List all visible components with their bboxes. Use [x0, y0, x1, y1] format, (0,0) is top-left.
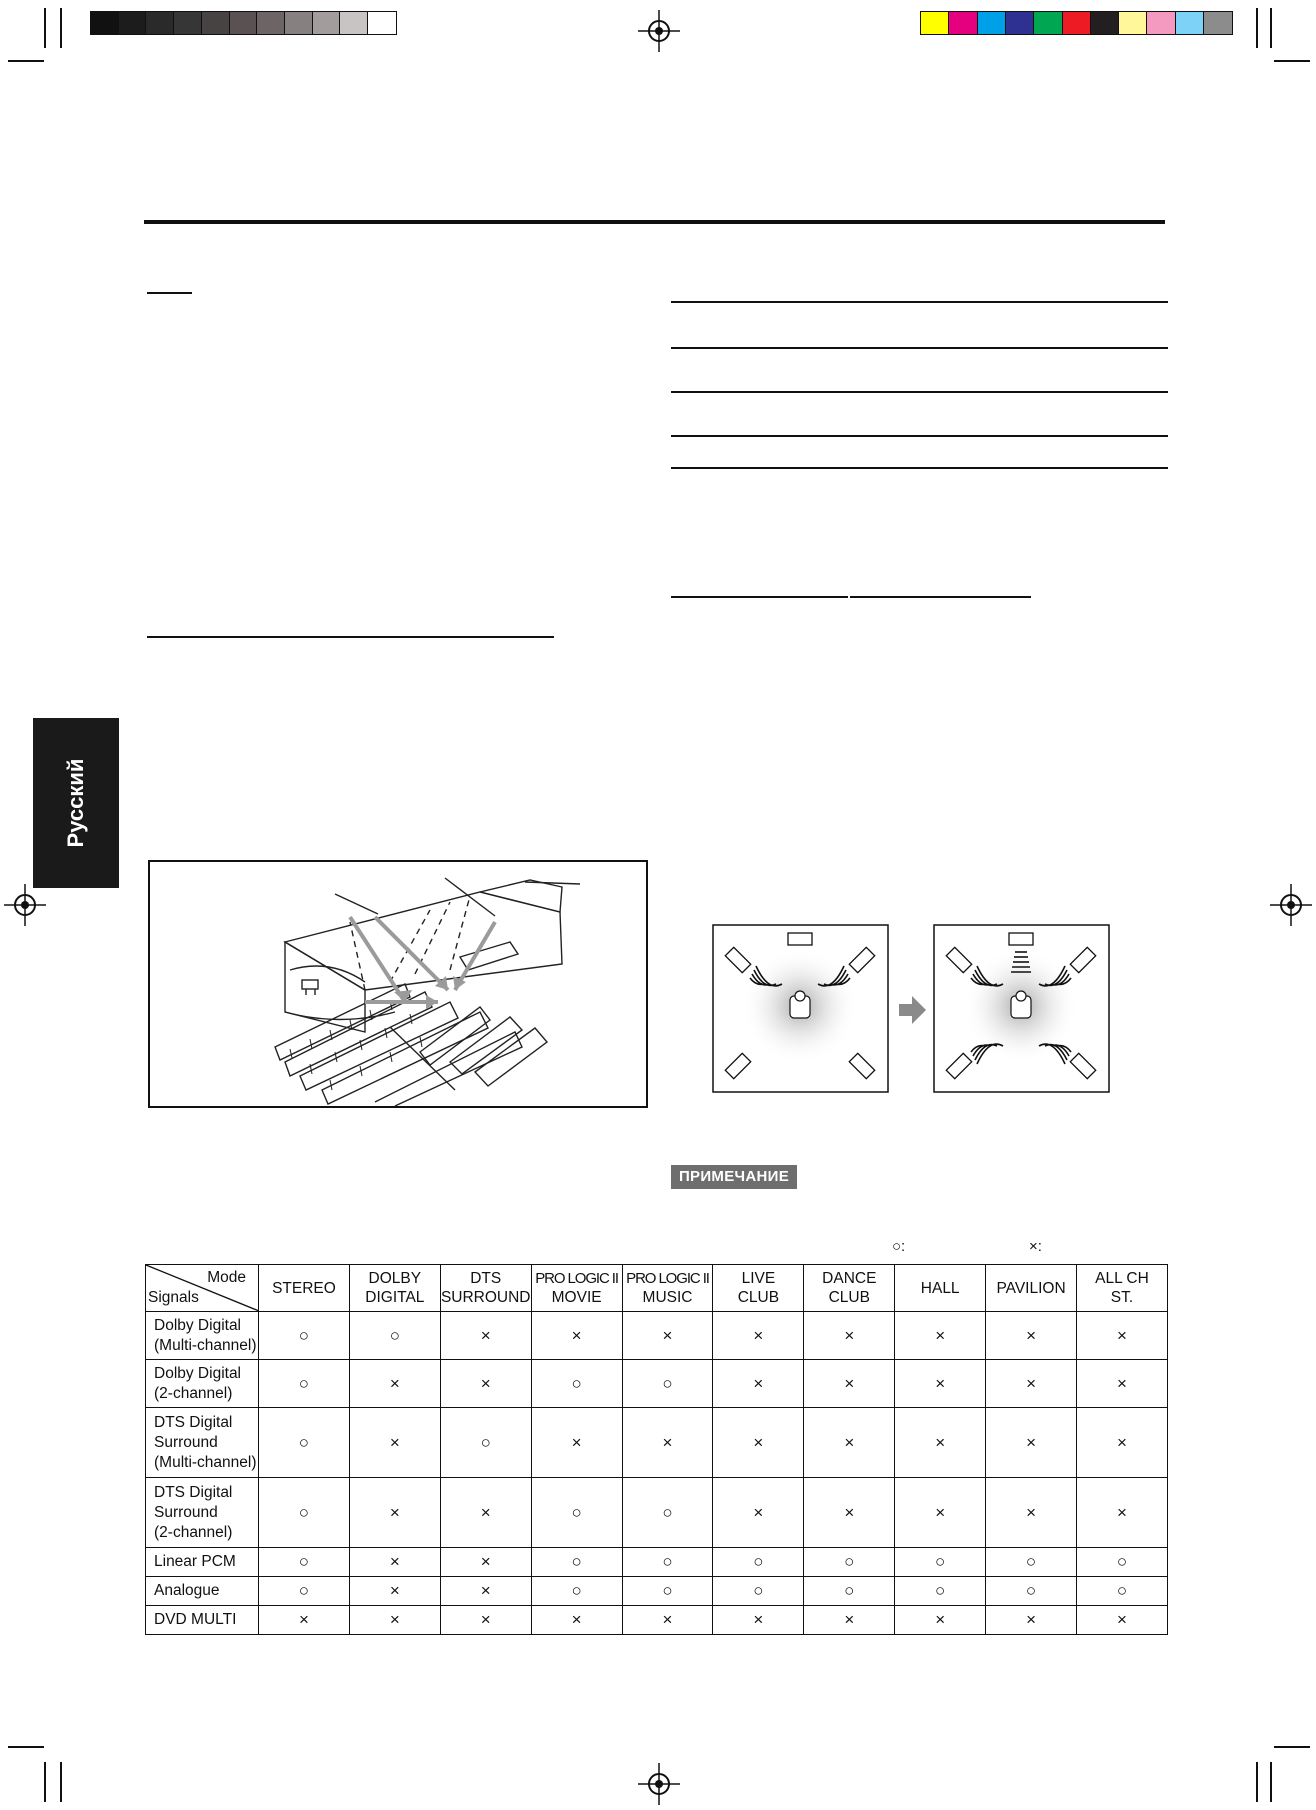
table-row	[146, 1360, 1168, 1408]
corner-signals-label: Signals	[148, 1289, 199, 1306]
compatibility-mark: ○	[259, 1360, 350, 1408]
mode-column-header	[349, 1265, 440, 1312]
compatibility-mark: ×	[986, 1606, 1077, 1635]
crop-mark	[8, 1746, 44, 1748]
compatibility-mark: ×	[531, 1606, 622, 1635]
mode-column-header-line: HALL	[920, 1279, 960, 1297]
section-underline	[850, 596, 1031, 598]
compatibility-mark: ×	[622, 1606, 713, 1635]
gray-swatch	[257, 12, 285, 34]
signal-cell	[146, 1478, 259, 1548]
color-swatch	[1119, 12, 1147, 34]
compatibility-mark: ×	[895, 1312, 986, 1360]
registration-mark-bottom	[638, 1763, 680, 1805]
mode-column-header-line: SURROUND	[440, 1289, 531, 1306]
compatibility-mark: ×	[895, 1606, 986, 1635]
signal-cell	[146, 1577, 259, 1606]
signal-label-line: (2-channel)	[154, 1523, 233, 1541]
crop-mark	[1256, 1762, 1258, 1802]
crop-mark	[60, 1762, 62, 1802]
compatibility-mark: ×	[622, 1312, 713, 1360]
compatibility-mark: ×	[804, 1606, 895, 1635]
compatibility-mark: ×	[804, 1312, 895, 1360]
table-row	[146, 1577, 1168, 1606]
mode-column-header-line: DTS	[470, 1270, 502, 1287]
signal-label-line: Dolby Digital	[154, 1364, 242, 1382]
compatibility-mark: ×	[804, 1478, 895, 1548]
compatibility-mark: ○	[531, 1478, 622, 1548]
table-row	[146, 1478, 1168, 1548]
compatibility-mark: ○	[804, 1577, 895, 1606]
color-swatch	[1204, 12, 1232, 34]
table-rule	[671, 347, 1168, 349]
mode-column-header-line: LIVE	[741, 1270, 776, 1287]
mode-column-header-line: MUSIC	[642, 1289, 693, 1306]
signal-label-line: Surround	[154, 1433, 218, 1451]
compatibility-mark: ○	[986, 1548, 1077, 1577]
note-badge: ПРИМЕЧАНИЕ	[671, 1165, 797, 1189]
table-corner-cell	[146, 1265, 259, 1312]
color-swatch	[1147, 12, 1175, 34]
mode-column-header	[804, 1265, 895, 1312]
signal-label-line: (2-channel)	[154, 1384, 233, 1402]
table-row	[146, 1312, 1168, 1360]
speaker-layout-after	[934, 925, 1109, 1092]
table-rule	[671, 391, 1168, 393]
corner-mode-label: Mode	[207, 1269, 246, 1286]
compatibility-mark: ×	[622, 1408, 713, 1478]
compatibility-mark: ○	[622, 1548, 713, 1577]
language-tab	[33, 718, 119, 888]
compatibility-mark: ×	[349, 1408, 440, 1478]
mode-column-header	[622, 1265, 713, 1312]
mode-column-header	[259, 1265, 350, 1312]
compatibility-mark: ○	[259, 1548, 350, 1577]
signal-label-line: (Multi-channel)	[154, 1336, 257, 1354]
signal-label-line: DVD MULTI	[154, 1611, 237, 1628]
compatibility-mark: ○	[713, 1577, 804, 1606]
compatibility-mark: ×	[440, 1548, 531, 1577]
table-header-row	[146, 1265, 1168, 1312]
gray-swatch	[340, 12, 368, 34]
gray-swatch	[119, 12, 147, 34]
compatibility-mark: ×	[986, 1360, 1077, 1408]
signal-cell	[146, 1312, 259, 1360]
compatibility-mark: ×	[440, 1360, 531, 1408]
gray-swatch	[368, 12, 396, 34]
table-row	[146, 1408, 1168, 1478]
mode-column-header	[986, 1265, 1077, 1312]
registration-mark-left	[4, 884, 46, 926]
compatibility-mark: ×	[804, 1360, 895, 1408]
color-swatch	[1034, 12, 1062, 34]
compatibility-mark: ×	[804, 1408, 895, 1478]
mode-column-header-line: ALL CH	[1095, 1270, 1149, 1287]
mode-column-header-line: CLUB	[828, 1289, 870, 1306]
crop-mark	[1270, 1762, 1272, 1802]
compatibility-mark: ×	[440, 1606, 531, 1635]
table-rule	[671, 301, 1168, 303]
legend-available: ○:	[892, 1238, 906, 1255]
compatibility-mark: ×	[986, 1312, 1077, 1360]
compatibility-mark: ×	[1077, 1408, 1168, 1478]
compatibility-mark: ×	[713, 1360, 804, 1408]
compatibility-mark: ○	[1077, 1577, 1168, 1606]
compatibility-mark: ○	[895, 1577, 986, 1606]
speaker-layout-before	[713, 925, 888, 1092]
signal-label-line: DTS Digital	[154, 1483, 233, 1501]
compatibility-mark: ○	[804, 1548, 895, 1577]
gray-swatch	[91, 12, 119, 34]
arrow-right-icon	[899, 996, 926, 1024]
compatibility-mark: ○	[531, 1548, 622, 1577]
compatibility-mark: ×	[349, 1548, 440, 1577]
crop-mark	[44, 8, 46, 48]
compatibility-mark: ○	[259, 1478, 350, 1548]
compatibility-mark: ○	[259, 1312, 350, 1360]
signal-label-line: (Multi-channel)	[154, 1453, 257, 1471]
compatibility-mark: ×	[713, 1478, 804, 1548]
compatibility-mark: ×	[986, 1478, 1077, 1548]
mode-column-header	[1077, 1265, 1168, 1312]
compatibility-mark: ×	[1077, 1478, 1168, 1548]
compatibility-mark: ×	[713, 1606, 804, 1635]
compatibility-mark: ○	[259, 1577, 350, 1606]
signal-cell	[146, 1606, 259, 1635]
crop-mark	[1270, 8, 1272, 48]
gray-swatch	[174, 12, 202, 34]
compatibility-mark: ○	[259, 1408, 350, 1478]
concert-hall-figure	[148, 860, 648, 1108]
compatibility-mark: ×	[531, 1408, 622, 1478]
signal-label-line: Analogue	[154, 1582, 220, 1599]
compatibility-mark: ○	[622, 1360, 713, 1408]
mode-column-header	[895, 1265, 986, 1312]
speaker-layout-comparison	[712, 924, 1117, 1096]
mode-column-header-line: MOVIE	[551, 1289, 602, 1306]
color-swatch	[1176, 12, 1204, 34]
compatibility-mark: ○	[1077, 1548, 1168, 1577]
table-rule	[671, 467, 1168, 469]
language-tab-label: Русский	[63, 758, 88, 848]
compatibility-mark: ×	[440, 1577, 531, 1606]
mode-column-header	[531, 1265, 622, 1312]
gray-swatch	[285, 12, 313, 34]
compatibility-mark: ×	[713, 1312, 804, 1360]
compatibility-mark: ×	[349, 1478, 440, 1548]
compatibility-mark: ×	[349, 1360, 440, 1408]
gray-swatch	[313, 12, 341, 34]
mode-column-header-line: PRO LOGIC II	[626, 1270, 709, 1287]
mode-column-header	[440, 1265, 531, 1312]
mode-column-header-line: PRO LOGIC II	[535, 1270, 618, 1287]
header-rule	[144, 220, 1165, 224]
compatibility-mark: ×	[1077, 1312, 1168, 1360]
crop-mark	[60, 8, 62, 48]
compatibility-mark: ×	[1077, 1606, 1168, 1635]
section-underline	[147, 292, 192, 294]
compatibility-mark: ×	[1077, 1360, 1168, 1408]
signal-label-line: Surround	[154, 1503, 218, 1521]
mode-column-header-line: DANCE	[822, 1270, 877, 1287]
compatibility-mark: ○	[349, 1312, 440, 1360]
mode-column-header-line: PAVILION	[996, 1279, 1066, 1297]
signal-cell	[146, 1548, 259, 1577]
color-swatch	[978, 12, 1006, 34]
signal-cell	[146, 1360, 259, 1408]
compatibility-mark: ×	[986, 1408, 1077, 1478]
gray-swatch	[146, 12, 174, 34]
crop-mark	[44, 1762, 46, 1802]
compatibility-mark: ×	[440, 1478, 531, 1548]
registration-mark-right	[1270, 884, 1312, 926]
color-swatch	[1006, 12, 1034, 34]
compatibility-mark: ×	[440, 1312, 531, 1360]
compatibility-mark: ○	[713, 1548, 804, 1577]
compatibility-mark: ○	[622, 1577, 713, 1606]
registration-mark-top	[638, 10, 680, 52]
gray-swatch	[230, 12, 258, 34]
compatibility-mark: ○	[986, 1577, 1077, 1606]
compatibility-mark: ×	[895, 1408, 986, 1478]
crop-mark	[1274, 60, 1310, 62]
crop-mark	[1256, 8, 1258, 48]
compatibility-mark: ×	[895, 1478, 986, 1548]
section-underline	[671, 596, 848, 598]
color-swatch	[949, 12, 977, 34]
compatibility-mark: ×	[895, 1360, 986, 1408]
mode-column-header	[713, 1265, 804, 1312]
table-rule	[671, 435, 1168, 437]
mode-column-header-line: DIGITAL	[365, 1289, 425, 1306]
crop-mark	[1274, 1746, 1310, 1748]
color-swatch	[1091, 12, 1119, 34]
compatibility-mark: ×	[531, 1312, 622, 1360]
table-row	[146, 1606, 1168, 1635]
compatibility-mark: ○	[531, 1577, 622, 1606]
table-row	[146, 1548, 1168, 1577]
compatibility-mark: ○	[895, 1548, 986, 1577]
compatibility-mark: ×	[349, 1606, 440, 1635]
color-swatch	[921, 12, 949, 34]
signal-label-line: DTS Digital	[154, 1413, 233, 1431]
signal-label-line: Dolby Digital	[154, 1316, 242, 1334]
compatibility-mark: ○	[531, 1360, 622, 1408]
compatibility-mark: ○	[440, 1408, 531, 1478]
mode-column-header-line: CLUB	[737, 1289, 780, 1306]
section-underline	[147, 636, 554, 638]
legend-unavailable: ×:	[1029, 1238, 1042, 1255]
compatibility-mark: ×	[713, 1408, 804, 1478]
gray-swatch	[202, 12, 230, 34]
crop-mark	[8, 60, 44, 62]
compatibility-mark: ○	[622, 1478, 713, 1548]
mode-column-header-line: DOLBY	[368, 1270, 422, 1287]
mode-column-header-line: STEREO	[272, 1279, 336, 1297]
color-swatch	[1063, 12, 1091, 34]
concert-hall-reflection-illustration	[150, 862, 646, 1106]
mode-signal-compatibility-table	[145, 1264, 1168, 1635]
compatibility-mark: ×	[259, 1606, 350, 1635]
mode-column-header-line: ST.	[1110, 1289, 1134, 1306]
signal-label-line: Linear PCM	[154, 1553, 236, 1570]
signal-cell	[146, 1408, 259, 1478]
compatibility-mark: ×	[349, 1577, 440, 1606]
